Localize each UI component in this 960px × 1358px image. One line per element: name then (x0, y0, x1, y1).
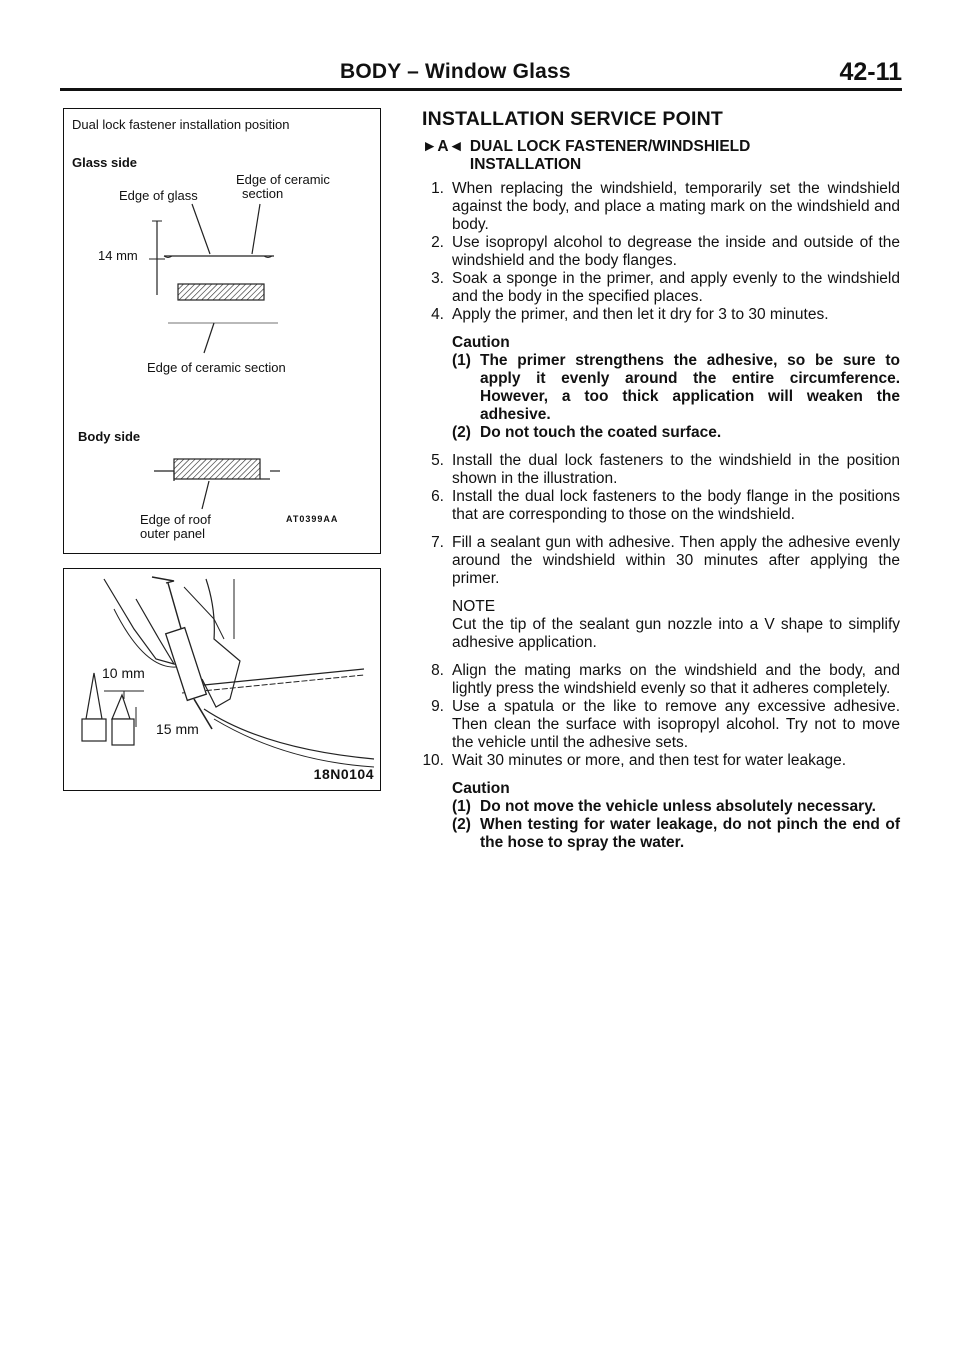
note-title: NOTE (452, 598, 496, 615)
caution-item (452, 798, 900, 816)
step-text: Fill a sealant gun with adhesive. Then apply the adhesive evenly around the windshield within 30 minutes after applying the primer. (452, 534, 900, 587)
step-text: Soak a sponge in the primer, and apply evenly to the windshield and the body in the specified places. (452, 270, 900, 305)
subheading-text (470, 138, 750, 174)
caution-text: When testing for water leakage, do not pinch the end of the hose to spray the water. (480, 816, 900, 851)
dimension-15mm: 15 mm (156, 721, 199, 737)
subheading (422, 138, 900, 174)
step-8 (420, 662, 900, 698)
step-text: Use a spatula or the like to remove any excessive adhesive. Then clean the surface with isopropyl alcohol. Try not to move the vehicle until the adhesive sets. (452, 698, 900, 751)
edge-roof-label-1: Edge of roof (140, 512, 211, 527)
page-number: 42-11 (839, 58, 902, 86)
step-number: 6. (431, 488, 444, 505)
step-text: Use isopropyl alcohol to degrease the inside and outside of the windshield and the body flanges. (452, 234, 900, 269)
step-number: 4. (431, 306, 444, 323)
caution-item (452, 352, 900, 424)
note-text: Cut the tip of the sealant gun nozzle into a V shape to simplify adhesive application. (452, 616, 900, 651)
dimension-10mm: 10 mm (102, 665, 145, 681)
figure-caption: Dual lock fastener installation position (72, 117, 290, 132)
caution-number: (2) (452, 816, 471, 833)
step-text: Install the dual lock fasteners to the windshield in the position shown in the illustration. (452, 452, 900, 487)
step-4 (420, 306, 900, 324)
figure-sealant-gun (63, 568, 381, 791)
step-6 (420, 488, 900, 524)
caution-text: Do not move the vehicle unless absolutely necessary. (480, 798, 876, 815)
caution-number: (1) (452, 352, 471, 369)
step-text: When replacing the windshield, temporarily set the windshield against the body, and place a mating mark on the windshield and body. (452, 180, 900, 233)
caution-text: The primer strengthens the adhesive, so be sure to apply it evenly around the entire circumference. However, a too thick application will weaken the adhesive. (480, 352, 900, 423)
note-block (452, 598, 900, 652)
step-text: Align the mating marks on the windshield and the body, and lightly press the windshield evenly so that it adheres completely. (452, 662, 900, 697)
step-number: 5. (431, 452, 444, 469)
fastener-diagram (64, 109, 382, 555)
caution-item (452, 424, 900, 442)
step-number: 9. (431, 698, 444, 715)
edge-ceramic-label-2: section (242, 186, 284, 201)
figure-code-2: 18N0104 (313, 766, 374, 782)
caution-block-1 (452, 334, 900, 442)
step-7 (420, 534, 900, 588)
edge-roof-label-2: outer panel (140, 526, 206, 541)
subheading-line-2: INSTALLATION (469, 156, 582, 173)
step-number: 2. (431, 234, 444, 251)
reference-mark: ►A◄ (422, 138, 464, 155)
caution-block-2 (452, 780, 900, 852)
step-number: 7. (431, 534, 444, 551)
header-rule (60, 88, 902, 91)
caution-title: Caution (452, 334, 510, 351)
caution-number: (2) (452, 424, 471, 441)
caution-text: Do not touch the coated surface. (480, 424, 722, 441)
step-text: Install the dual lock fasteners to the body flange in the positions that are corresponding to those on the windshield. (452, 488, 900, 523)
step-number: 10. (422, 752, 444, 769)
body-side-label: Body side (78, 429, 141, 444)
step-3 (420, 270, 900, 306)
caution-item (452, 816, 900, 852)
instructions-column (420, 108, 900, 852)
figure-fastener-position (63, 108, 381, 554)
step-10 (420, 752, 900, 770)
caution-title: Caution (452, 780, 510, 797)
step-text: Wait 30 minutes or more, and then test for water leakage. (452, 752, 847, 769)
step-number: 1. (431, 180, 444, 197)
page-title: BODY – Window Glass (340, 60, 571, 83)
edge-glass-label: Edge of glass (119, 188, 198, 203)
step-2 (420, 234, 900, 270)
step-1 (420, 180, 900, 234)
section-title: INSTALLATION SERVICE POINT (422, 108, 723, 130)
subheading-line-1: DUAL LOCK FASTENER/WINDSHIELD (469, 138, 751, 155)
figure-code: AT0399AA (286, 514, 339, 524)
step-number: 3. (431, 270, 444, 287)
page-header (60, 56, 902, 90)
step-5 (420, 452, 900, 488)
step-text: Apply the primer, and then let it dry for 3 to 30 minutes. (452, 306, 829, 323)
edge-ceramic-label-1: Edge of ceramic (236, 172, 330, 187)
step-number: 8. (431, 662, 444, 679)
dimension-14mm: 14 mm (98, 248, 138, 263)
caution-number: (1) (452, 798, 471, 815)
step-9 (420, 698, 900, 752)
edge-ceramic-section-label: Edge of ceramic section (147, 360, 286, 375)
glass-side-label: Glass side (72, 155, 138, 170)
